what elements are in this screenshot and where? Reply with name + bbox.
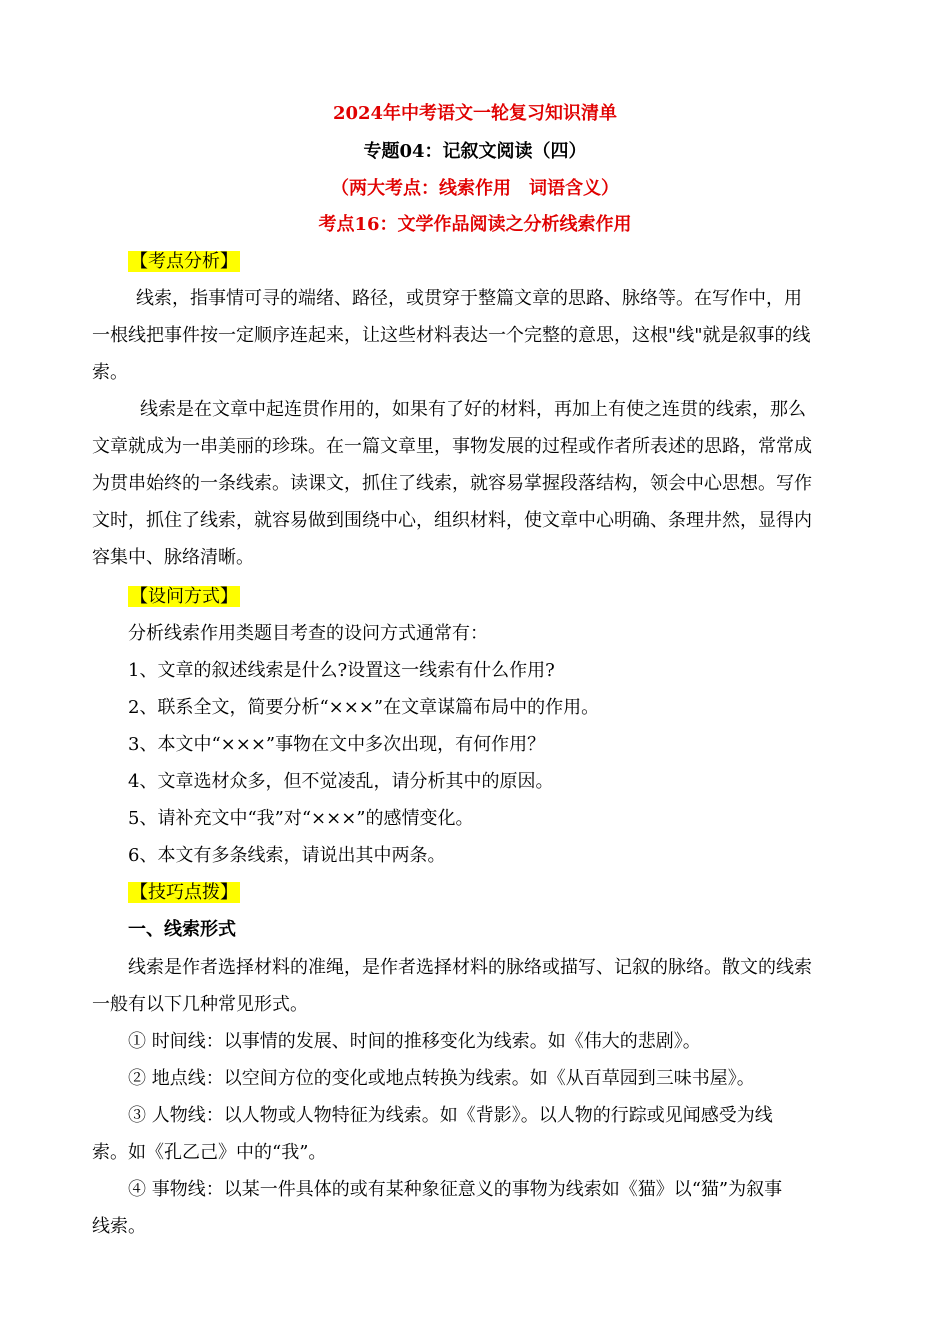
question-item: 6、本文有多条线索，请说出其中两条。 [128, 845, 446, 866]
analysis-p2-line: 为贯串始终的一条线索。读课文，抓住了线索，就容易掌握段落结构，领会中心思想。写作 [92, 473, 812, 494]
questions-intro: 分析线索作用类题目考查的设问方式通常有： [128, 623, 488, 644]
clue-form-item: ② 地点线：以空间方位的变化或地点转换为线索。如《从百草园到三味书屋》。 [128, 1068, 755, 1089]
topic-heading: 专题04：记叙文阅读（四） [363, 141, 587, 162]
questions-section-heading [128, 584, 240, 610]
clue-form-item: ③ 人物线：以人物或人物特征为线索。如《背影》。以人物的行踪或见闻感受为线 [128, 1105, 773, 1126]
question-item: 2、联系全文，简要分析“×××”在文章谋篇布局中的作用。 [128, 697, 600, 718]
question-item: 5、请补充文中“我”对“×××”的感情变化。 [128, 808, 474, 829]
analysis-p2-line: 文时，抓住了线索，就容易做到围绕中心，组织材料，使文章中心明确、条理井然，显得内 [92, 510, 812, 531]
questions-heading-label: 【设问方式】 [130, 586, 238, 607]
exam-point-heading: 考点16：文学作品阅读之分析线索作用 [318, 214, 632, 235]
question-item: 4、文章选材众多，但不觉凌乱，请分析其中的原因。 [128, 771, 554, 792]
clue-form-item-continued: 线索。 [92, 1216, 146, 1237]
analysis-p2-line: 文章就成为一串美丽的珍珠。在一篇文章里，事物发展的过程或作者所表述的思路，常常成 [92, 436, 812, 457]
analysis-p1-line: 线索，指事情可寻的端绪、路径，或贯穿于整篇文章的思路、脉络等。在写作中，用 [136, 288, 802, 309]
key-points-heading: （两大考点：线索作用 词语含义） [331, 178, 619, 199]
analysis-heading-label: 【考点分析】 [130, 251, 238, 272]
tips-section-heading [128, 880, 240, 906]
analysis-p1-line: 一根线把事件按一定顺序连起来，让这些材料表达一个完整的意思，这根"线"就是叙事的线 [92, 325, 811, 346]
tips-p1-line: 线索是作者选择材料的准绳，是作者选择材料的脉络或描写、记叙的脉络。散文的线索 [128, 957, 812, 978]
analysis-section-heading [128, 249, 240, 275]
analysis-p1-line: 索。 [92, 362, 128, 383]
tips-heading-label: 【技巧点拨】 [130, 882, 238, 903]
tips-p1-line: 一般有以下几种常见形式。 [92, 994, 308, 1015]
clue-forms-subheading: 一、线索形式 [128, 919, 236, 940]
clue-form-item-continued: 索。如《孔乙己》中的“我”。 [92, 1142, 327, 1163]
question-item: 3、本文中“×××”事物在文中多次出现，有何作用？ [128, 734, 546, 755]
clue-form-item: ④ 事物线：以某一件具体的或有某种象征意义的事物为线索如《猫》以“猫”为叙事 [128, 1179, 783, 1200]
question-item: 1、文章的叙述线索是什么?设置这一线索有什么作用? [128, 660, 555, 681]
clue-form-item: ① 时间线：以事情的发展、时间的推移变化为线索。如《伟大的悲剧》。 [128, 1031, 701, 1052]
analysis-p2-line: 容集中、脉络清晰。 [92, 547, 254, 568]
document-title: 2024年中考语文一轮复习知识清单 [332, 103, 618, 124]
analysis-p2-line: 线索是在文章中起连贯作用的，如果有了好的材料，再加上有使之连贯的线索，那么 [140, 399, 806, 420]
